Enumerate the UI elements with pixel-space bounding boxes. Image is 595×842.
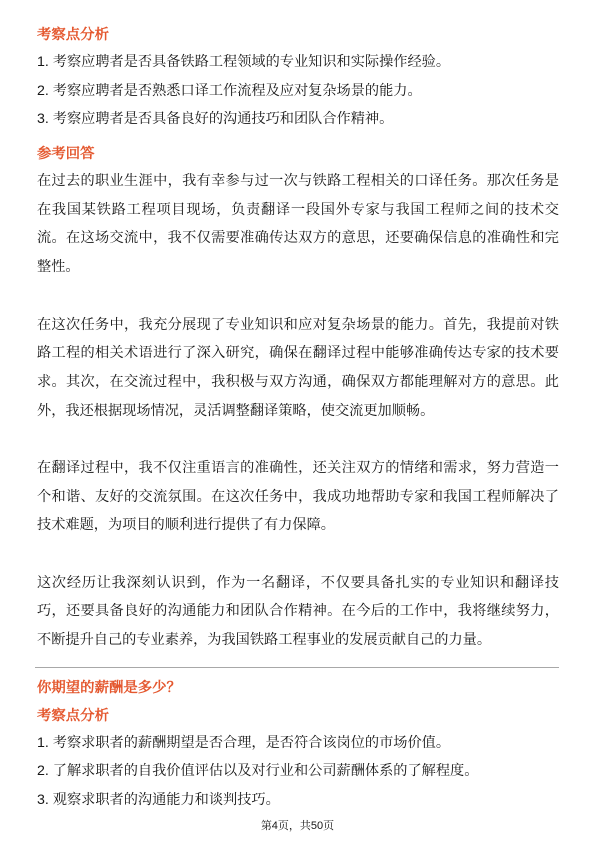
analysis-list-item: 1. 考察求职者的薪酬期望是否合理，是否符合该岗位的市场价值。 bbox=[37, 734, 451, 751]
page-number-footer: 第4页，共50页 bbox=[260, 820, 335, 832]
answer-paragraph-line: 路工程的相关术语进行了深入研究，确保在翻译过程中能够准确传达专家的技术要 bbox=[37, 345, 559, 362]
analysis-list-item: 3. 考察应聘者是否具备良好的沟通技巧和团队合作精神。 bbox=[37, 111, 394, 128]
answer-paragraph-line: 这次经历让我深刻认识到，作为一名翻译，不仅要具备扎实的专业知识和翻译技 bbox=[37, 574, 559, 591]
analysis-list bbox=[37, 729, 559, 815]
answer-paragraph-line: 流。在这场交流中，我不仅需要准确传达双方的意思，还要确保信息的准确性和完 bbox=[37, 230, 559, 247]
analysis-list-item: 1. 考察应聘者是否具备铁路工程领域的专业知识和实际操作经验。 bbox=[37, 54, 451, 70]
answer-paragraph-line: 巧，还要具备良好的沟通能力和团队合作精神。在今后的工作中，我将继续努力， bbox=[37, 603, 559, 620]
answer-paragraph-line: 在翻译过程中，我不仅注重语言的准确性，还关注双方的情绪和需求，努力营造一 bbox=[37, 459, 559, 476]
answer-paragraph-line: 技术难题，为项目的顺利进行提供了有力保障。 bbox=[37, 517, 335, 534]
analysis-list bbox=[37, 48, 559, 134]
answer-paragraph bbox=[37, 167, 559, 282]
analysis-heading: 考察点分析 bbox=[37, 707, 109, 724]
answer-paragraph bbox=[37, 569, 559, 655]
question-block bbox=[37, 675, 559, 815]
answer-paragraph-line: 不断提升自己的专业素养，为我国铁路工程事业的发展贡献自己的力量。 bbox=[37, 632, 492, 649]
reference-answer bbox=[37, 167, 559, 655]
answer-paragraph-line: 求。其次，在交流过程中，我积极与双方沟通，确保双方都能理解对方的意思。此 bbox=[37, 373, 559, 390]
answer-paragraph-line: 在这次任务中，我充分展现了专业知识和应对复杂场景的能力。首先，我提前对铁 bbox=[37, 316, 559, 333]
analysis-list-item: 2. 了解求职者的自我价值评估以及对行业和公司薪酬体系的了解程度。 bbox=[37, 763, 479, 780]
section-divider bbox=[35, 667, 559, 668]
answer-paragraph bbox=[37, 454, 559, 540]
page-content bbox=[37, 22, 559, 815]
answer-paragraph-line: 在过去的职业生涯中，我有幸参与过一次与铁路工程相关的口译任务。那次任务是 bbox=[37, 173, 559, 190]
answer-paragraph-line: 整性。 bbox=[37, 259, 80, 276]
question-block-continued bbox=[37, 22, 559, 655]
analysis-list-item: 2. 考察应聘者是否熟悉口译工作流程及应对复杂场景的能力。 bbox=[37, 82, 422, 99]
answer-paragraph-line: 外，我还根据现场情况，灵活调整翻译策略，使交流更加顺畅。 bbox=[37, 402, 435, 419]
answer-paragraph-line: 个和谐、友好的交流氛围。在这次任务中，我成功地帮助专家和我国工程师解决了 bbox=[37, 488, 559, 505]
question-title: 你期望的薪酬是多少？ bbox=[37, 679, 181, 696]
analysis-heading: 考察点分析 bbox=[37, 27, 109, 43]
analysis-list-item: 3. 观察求职者的沟通能力和谈判技巧。 bbox=[37, 792, 280, 809]
answer-paragraph bbox=[37, 311, 559, 426]
reference-answer-heading: 参考回答 bbox=[37, 146, 95, 163]
answer-paragraph-line: 在我国某铁路工程项目现场，负责翻译一段国外专家与我国工程师之间的技术交 bbox=[37, 201, 559, 218]
